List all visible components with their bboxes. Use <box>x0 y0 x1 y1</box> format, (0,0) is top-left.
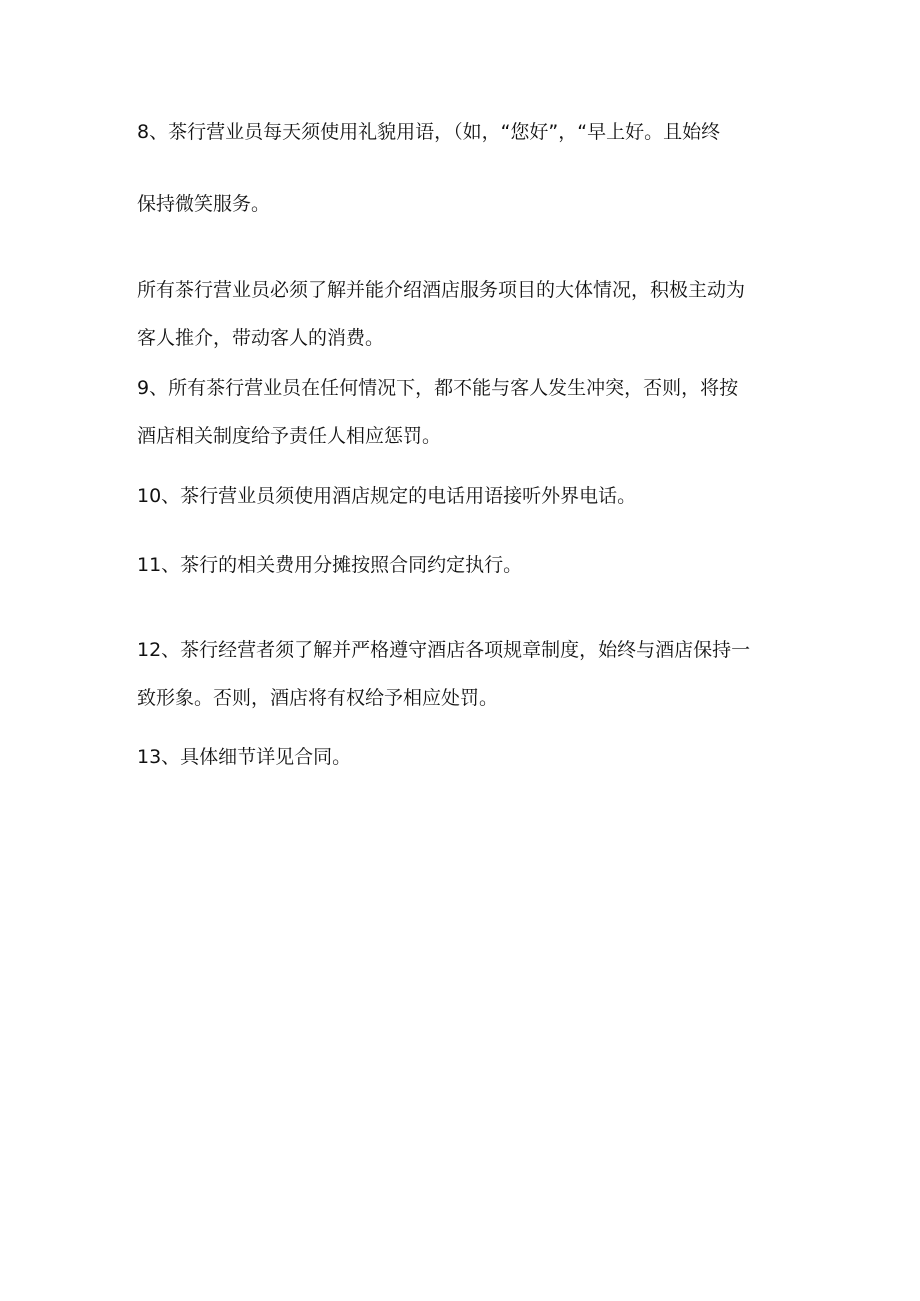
text-line-item-8-line-2: 保持微笑服务。 <box>137 193 271 215</box>
text-line-item-13: 13、具体细节详见合同。 <box>137 746 352 768</box>
text-line-item-10: 10、茶行营业员须使用酒店规定的电话用语接听外界电话。 <box>137 485 637 507</box>
text-line-item-12-line-1: 12、茶行经营者须了解并严格遵守酒店各项规章制度，始终与酒店保持一 <box>137 639 751 661</box>
text-line-item-9-line-1: 9、所有茶行营业员在任何情况下，都不能与客人发生冲突，否则，将按 <box>137 377 739 399</box>
text-line-item-12-line-2: 致形象。否则，酒店将有权给予相应处罚。 <box>137 687 499 709</box>
text-line-item-8-line-1: 8、茶行营业员每天须使用礼貌用语，（如，“您好”，“早上好。且始终 <box>137 121 721 143</box>
text-line-paragraph-line-1: 所有茶行营业员必须了解并能介绍酒店服务项目的大体情况，积极主动为 <box>137 279 746 301</box>
text-line-item-9-line-2: 酒店相关制度给予责任人相应惩罚。 <box>137 425 442 447</box>
text-line-paragraph-line-2: 客人推介，带动客人的消费。 <box>137 327 385 349</box>
text-line-item-11: 11、茶行的相关费用分摊按照合同约定执行。 <box>137 554 523 576</box>
